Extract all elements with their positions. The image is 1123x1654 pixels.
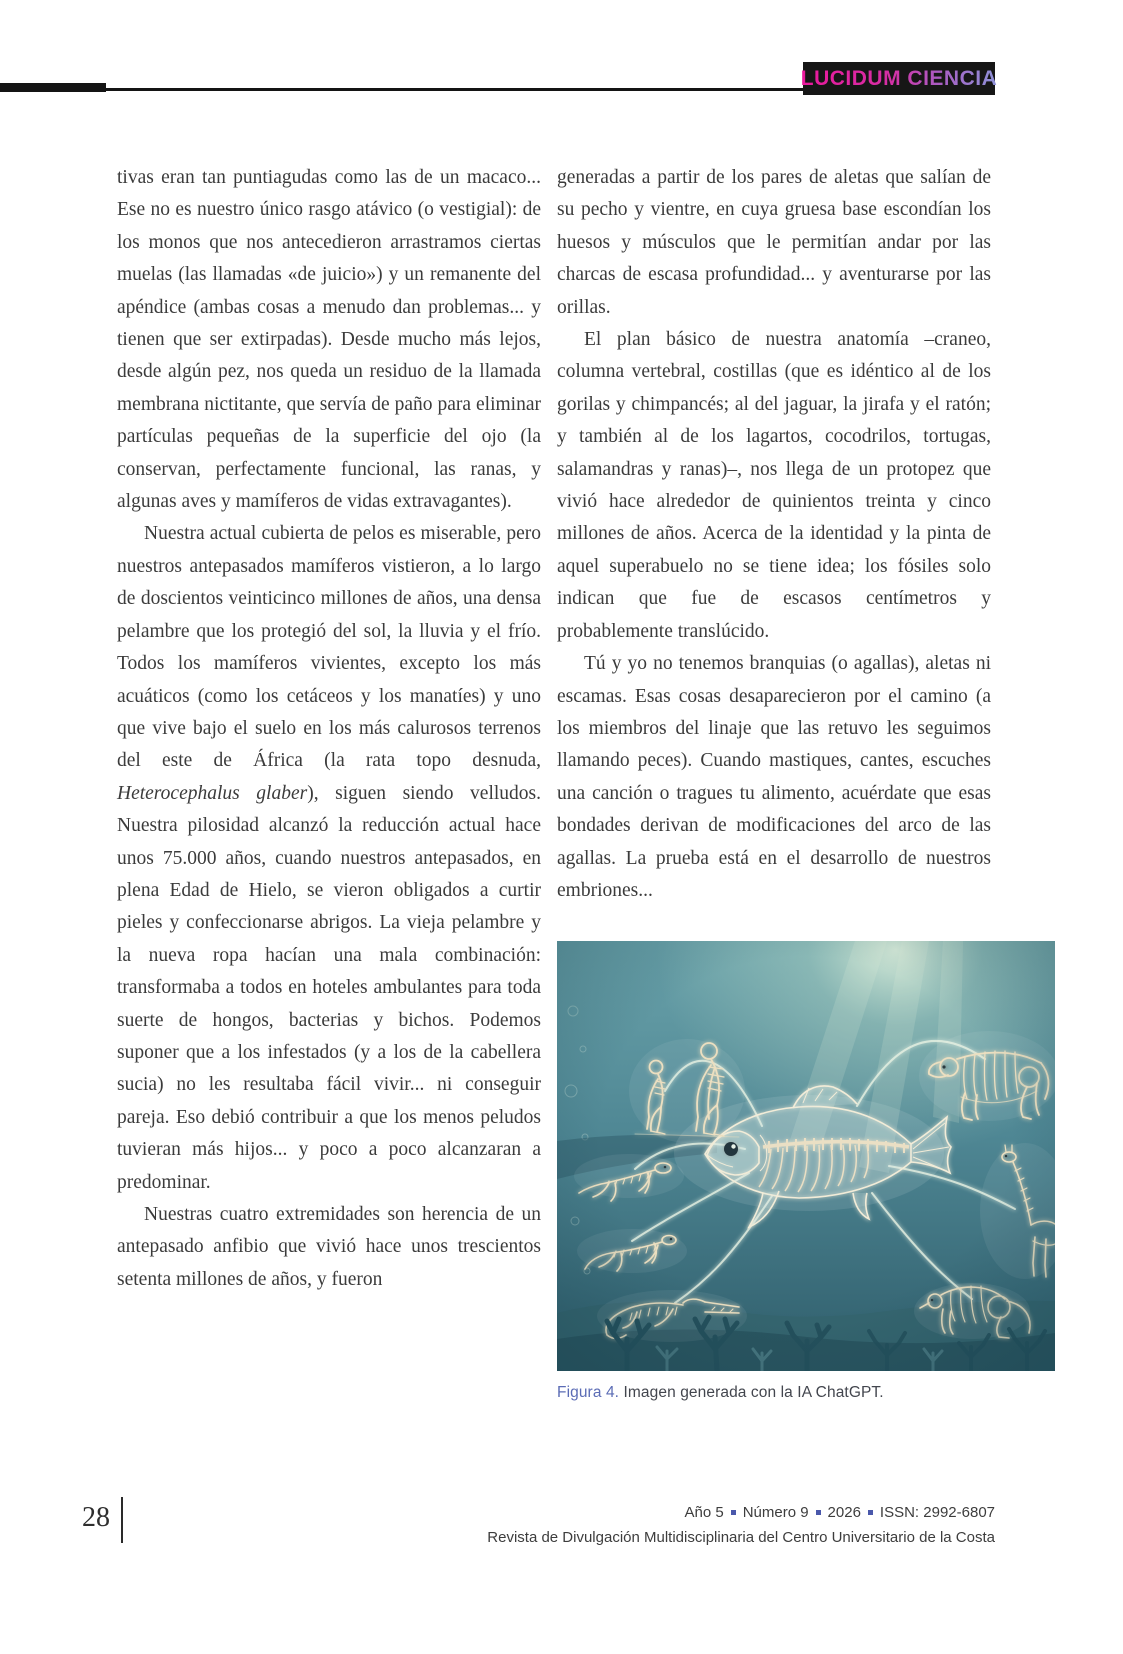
issue-number: Número 9 [742, 1504, 809, 1521]
issn: ISSN: 2992-6807 [879, 1504, 995, 1521]
issue-info-line [487, 1500, 995, 1525]
paragraph: Nuestras cuatro extremidades son herencia de un antepasado anfibio que vivió hace unos trescientos setenta millones de años, y fueron [117, 1204, 541, 1290]
paragraph: generadas a partir de los pares de aletas que salían de su pecho y vientre, en cuya gruesa base escondían los huesos y músculos que le permitían andar por las charcas de escasa profundidad... y aventurarse por las orillas. [557, 167, 991, 318]
page-number: 28 [82, 1502, 110, 1533]
figure-caption-text: Imagen generada con la IA ChatGPT. [623, 1384, 884, 1402]
paragraph [117, 518, 541, 1199]
journal-name-line: Revista de Divulgación Multidisciplinaria del Centro Universitario de la Costa [487, 1529, 995, 1546]
issue-date: 2026 [827, 1504, 861, 1521]
figure-caption-label: Figura 4. [557, 1384, 620, 1402]
article-body [117, 162, 1055, 1402]
journal-badge [800, 62, 998, 95]
paragraph-text: Nuestra actual cubierta de pelos es miserable, pero nuestros antepasados mamíferos vistieron, a lo largo de doscientos veinticinco millones de años, una densa pelambre que los protegió del sol, la lluvia y el frío. Todos los mamíferos vivientes, excepto los más acuáticos (como los cetáceos y los manatíes) y uno que vive bajo el suelo en los más calurosos terrenos del este de África (la rata topo desnuda, [117, 523, 541, 772]
figure-caption [557, 1384, 1055, 1402]
square-separator [868, 1510, 873, 1515]
vignette [557, 941, 1055, 1371]
page-number-divider [121, 1497, 123, 1543]
right-column [557, 162, 1055, 1402]
journal-badge-text: LUCIDUM CIENCIA [800, 66, 998, 90]
header-rule [0, 88, 806, 91]
paragraph: tivas eran tan puntiagudas como las de un macaco... Ese no es nuestro único rasgo atávico (o vestigial): de los monos que nos antecedieron arrastramos ciertas muelas (las llamadas «de juicio») y un remanente del apéndice (ambas cosas a menudo dan problemas... y tienen que ser extirpadas). Desde mucho más lejos, desde algún pez, nos queda un residuo de la llamada membrana nictitante, que servía de paño para eliminar partículas pequeñas de la superficie del ojo (la conservan, perfectamente funcional, las ranas, y algunas aves y mamíferos de vidas extravagantes). [117, 167, 541, 513]
paragraph: El plan básico de nuestra anatomía –craneo, columna vertebral, costillas (que es idéntico al de los gorilas y chimpancés; al del jaguar, la jirafa y el ratón; y también al de los lagartos, cocodrilos, tortugas, salamandras y ranas)–, nos llega de un protopez que vivió hace alrededor de quinientos treinta y cinco millones de años. Acerca de la identidad y la pinta de aquel superabuelo no se tiene idea; los fósiles solo indican que fue de escasos centímetros y probablemente translúcido. [557, 329, 991, 642]
paragraph-text: ), siguen siendo velludos. Nuestra pilosidad alcanzó la reducción actual hace unos 75.000 años, cuando nuestros antepasados, en plena Edad de Hielo, se vieron obligados a curtir pieles y confeccionarse abrigos. La vieja pelambre y la nueva ropa hacían una mala combinación: transformaba a todos en hoteles ambulantes para toda suerte de hongos, bacterias y bichos. Podemos suponer que a los infestados (y a los de la cabellera sucia) no les resultaba fácil vivir... ni conseguir pareja. Eso debió contribuir a que los menos peludos tuvieran más hijos... y poco a poco alcanzaran a predominar. [117, 782, 541, 1193]
paragraph: Tú y yo no tenemos branquias (o agallas), aletas ni escamas. Esas cosas desaparecieron por el camino (a los miembros del linaje que las retuvo les seguimos llamando peces). Cuando mastiques, cantes, escuches una canción o tragues tu alimento, acuérdate que esas bondades derivan de modificaciones del arco de las agallas. La prueba está en el desarrollo de nuestros embriones... [557, 653, 991, 901]
species-name: Heterocephalus glaber [117, 782, 308, 804]
figure-4 [557, 941, 1055, 1402]
square-separator [731, 1510, 736, 1515]
journal-footer [487, 1500, 995, 1550]
issue-year: Año 5 [684, 1504, 724, 1521]
figure4-ai-underwater-skeleton-illustration [557, 941, 1055, 1371]
left-column [117, 162, 541, 1402]
square-separator [816, 1510, 821, 1515]
